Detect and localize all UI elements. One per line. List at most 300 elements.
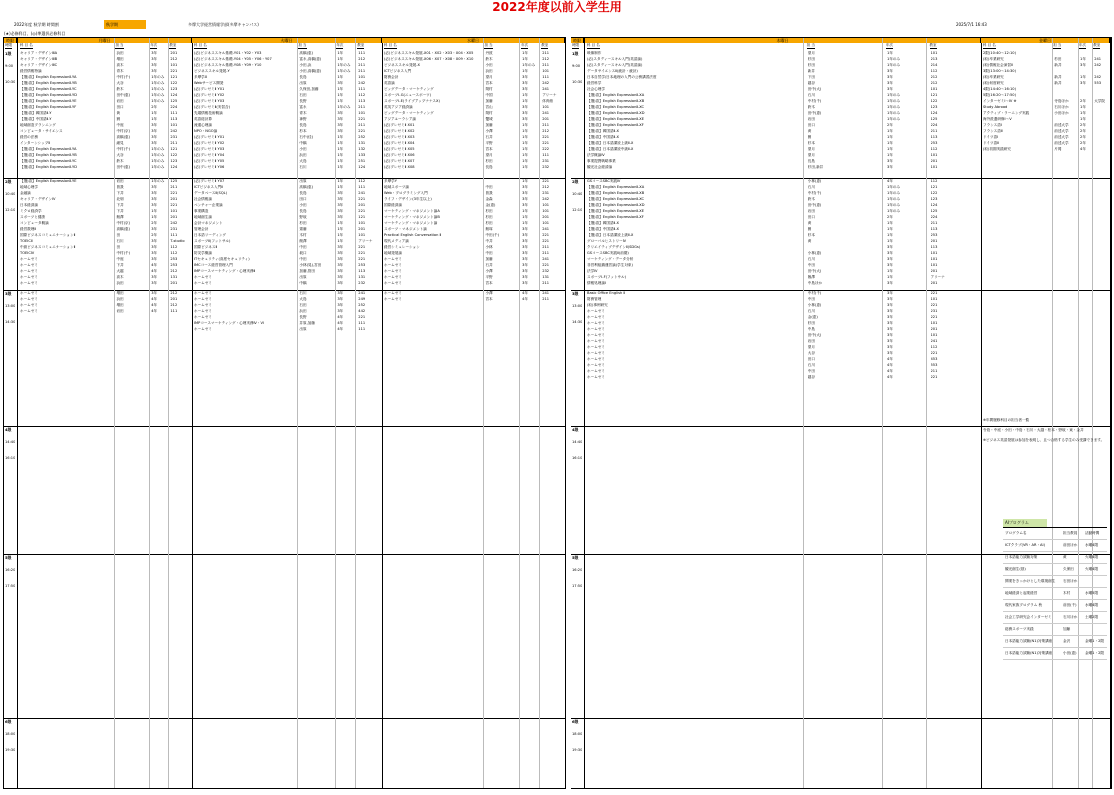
course-year: 3年 [886,159,893,163]
course-room: 121 [358,215,366,219]
course-teacher: 新井 [1054,81,1062,85]
course-teacher: 新井 [1054,75,1062,79]
course-teacher: 小林(恵) [807,303,822,307]
course-year: 1年のみ [886,111,901,115]
course-room: 201 [170,297,178,301]
period-time: 16:20 [5,568,16,572]
period-label: 6限 [572,719,579,724]
course-year: 1年のみ [886,57,901,61]
course-room: 241 [542,87,550,91]
course-room: 211 [358,105,366,109]
course-room: 101 [542,221,550,225]
course-year: 1年のみ [886,63,901,67]
course-room: 112 [930,69,938,73]
course-year: 1年 [522,93,528,97]
course-name: (必)プレゼミⅡ Y06 [194,165,225,169]
course-teacher: 新井 [807,69,815,73]
column-divider [882,38,883,788]
course-room: 体育館 [542,99,553,103]
course-room: 242 [1094,75,1102,79]
course-room: 123 [930,105,938,109]
course-teacher: 田中(大) [807,87,822,91]
column-header: 担 当 [298,43,307,47]
period-col-label: 時限 [5,43,12,47]
course-room [1094,129,1111,134]
course-year: 3年 [337,269,344,273]
course-year: 4年 [522,291,528,295]
course-year: 3年 [522,197,528,201]
page-title: 2022年度以前入学生用 [492,0,622,14]
course-name: 【選)語】English ExpressionⅡ-XE [587,209,645,213]
course-name: 【選)語】English ExpressionⅡ-YD [20,165,78,169]
course-room: 241 [542,291,550,295]
course-name: GSコースSBC実践Ⅱ(前期) [587,251,629,255]
course-room: 242 [170,129,178,133]
course-name: 海外派遣研修Ⅰ〜Ⅴ [983,117,1012,121]
course-room: 201 [930,281,938,285]
course-room: 221 [358,257,366,261]
course-name: 先端情報技術概論 [194,111,223,115]
course-room: 201 [358,227,366,231]
course-year: 1年のみ [337,69,351,73]
course-year: 1年 [886,233,893,237]
course-teacher: 小田 [299,147,307,151]
course-teacher: 下井 [116,203,124,207]
course-name: 地域創造プランニング [20,123,56,127]
course-teacher: 黄 [807,239,812,243]
course-year: 1年 [337,227,344,231]
course-year: 2年 [1080,141,1086,145]
course-name: ビッグデータ・マーケティング [384,87,434,91]
course-name: 会計マネジメント [194,221,223,225]
course-teacher: 劉 [807,227,812,231]
course-room [1094,105,1111,110]
course-year: 1年のみ [151,153,165,157]
course-name: 【選)語】日本語講読上級Ⅱ-X [587,233,634,237]
course-name: ホームゼミ [384,297,402,301]
course-name: (必)プレゼミⅡ Y05 [194,159,225,163]
course-teacher: 越谷 [807,375,815,379]
course-teacher: 小林(恵) [807,251,822,255]
ai-program-header: 担当教員 [1063,531,1078,535]
course-room: 124 [170,165,178,169]
course-teacher: 田口 [807,215,815,219]
course-room: アリーナ [358,239,373,243]
course-year: 3年 [886,345,893,349]
course-year: 1年 [337,57,344,61]
course-name: ホームゼミ [20,281,38,285]
course-teacher: 増田 [116,291,124,295]
course-year: 1年のみ [886,203,901,207]
timetable-mon-wed [3,37,566,789]
course-room: 101 [930,51,938,55]
course-teacher: 小林(恵) [807,179,822,183]
column-header: 科 目 名 [587,43,600,47]
course-name: (必)プレゼミⅡ X07 [384,159,415,163]
course-year: 3年 [1080,63,1086,67]
course-year: 3年 [337,197,344,201]
course-name: ホームゼミ [194,315,212,319]
course-name: (必)ビジネススキル発展-X01・X02・X03・X04・X05 [384,51,474,55]
course-teacher: 石川 [807,363,815,367]
course-room: 112 [930,147,938,151]
course-year: 2年 [886,123,893,127]
period-column-border [584,38,585,788]
ai-program-row [1003,648,1107,660]
course-room: 113 [358,99,366,103]
ai-program-name: 日本語能力試験(N1)対策講座 [1005,639,1053,643]
ai-program-name: 社会工学研究会インターゼミ [1005,615,1052,619]
course-name: (必)プレゼミⅡ Y03 [194,99,225,103]
column-divider [519,38,520,788]
course-teacher: 前述大学 [1054,141,1069,145]
course-year: 4年 [886,363,893,367]
period-time: 18:00 [5,732,16,736]
course-year: 3年 [151,275,158,279]
ai-program-name: 日本語能力試験対策 [1005,555,1038,559]
course-room [1094,69,1111,74]
course-teacher: 岩田 [807,209,815,213]
course-teacher: 出原 [299,275,307,279]
course-year: 3年 [886,315,893,319]
course-name: 社会心理学 [587,87,605,91]
course-year: 3年 [151,245,158,249]
course-name: 経営の法務 [20,135,38,139]
course-name: スポーツⅠ-G(ニュースポーツ) [384,93,432,97]
column-divider [149,38,150,788]
course-teacher: 杉田 [807,63,815,67]
course-year: 1年 [337,185,344,189]
course-name: (必)プレゼミⅡ X08 [384,165,415,169]
period-time: 10:40 [5,192,16,196]
course-name: ホームゼミ [194,303,212,307]
ai-program-teacher: 加藤 [1063,627,1071,631]
course-room: 221 [930,315,938,319]
column-header: 教室 [357,43,365,47]
course-room: 211 [930,369,938,373]
course-name: ホームゼミ [194,281,212,285]
course-room: 111 [358,87,366,91]
period-time: 14:30 [5,320,16,324]
course-room: 212 [930,75,938,79]
course-room: 201 [930,239,938,243]
course-room: 231 [542,159,550,163]
course-name: キャリア・デザインⅣ [20,197,56,201]
period-time: 17:50 [5,584,16,588]
course-room: 212 [170,269,178,273]
course-year: 3年 [337,309,344,313]
course-room: 212 [170,291,178,295]
course-year: 3年 [886,321,893,325]
course-year: 3年 [151,203,158,207]
course-room: 212 [170,57,178,61]
course-room: 201 [930,159,938,163]
ai-program-row [1003,576,1107,588]
course-year: 1年 [337,159,344,163]
course-room: 231 [170,135,178,139]
course-room: 211 [358,123,366,127]
course-name: 経営科学 [587,81,602,85]
course-teacher: 杉本 [299,129,307,133]
course-room: 124 [930,111,938,115]
course-teacher: 中井 [485,239,493,243]
course-name: Study Abroad [983,105,1008,109]
course-name: ホームゼミ [384,269,402,273]
course-name: (必)プレゼミⅡ X01 [384,123,415,127]
course-teacher: 中島 [807,327,815,331]
course-year: 1年 [522,159,528,163]
course-room: 231 [542,191,550,195]
course-name: ホームゼミ [587,327,605,331]
period-label: 5限 [5,555,12,560]
course-name: IMCコース経営管理入門 [194,263,233,267]
course-name: 経営シミュレーション [384,245,420,249]
course-name: Basic Office English Ⅱ [587,291,626,295]
course-year: 1年 [522,179,528,183]
column-divider [335,38,336,788]
course-room: 101 [930,251,938,255]
course-name: ホームゼミ [20,275,38,279]
course-name: 多摩学Y [384,179,397,183]
course-room: 111 [542,153,550,157]
course-year: 1年のみ [151,159,165,163]
course-room: 212 [358,57,366,61]
course-year: 1年 [1080,75,1086,79]
course-name: キャリア・デザインⅢC [20,63,58,67]
course-name: ホームゼミ [587,339,605,343]
course-year: 1年 [522,57,528,61]
course-name: 【選)語】English ExpressionⅡ-XE [587,117,645,121]
ai-program-teacher: 黄 [1063,555,1067,559]
course-name: (必)プレゼミⅡ Y01 [194,87,225,91]
ai-program-row [1003,636,1107,648]
ai-program-row [1003,564,1107,576]
course-name: ドイツ語Ⅱ [983,141,999,145]
course-year: 3年 [337,245,344,249]
ai-program-name: 現代家族プログラム 秋 [1005,603,1043,607]
course-room [1094,141,1111,146]
course-room: 113 [170,117,178,121]
course-room: 224 [170,105,178,109]
course-name: 国際ビジネスⅡ [194,245,218,249]
course-room: 211 [542,281,550,285]
course-room: 101 [930,333,938,337]
course-name: ホームゼミ [587,321,605,325]
course-name: (必)ビジネススキル基礎-Y04・Y05・Y06・Y07 [194,57,272,61]
period-label: 2限 [5,179,12,184]
course-room: 242 [542,81,550,85]
course-teacher: 中橋 [299,281,307,285]
ai-program-teacher: 前田(千) [1063,603,1077,607]
column-header: 担 当 [115,43,124,47]
course-teacher: 平野 [485,141,493,145]
course-teacher: 小林 [485,245,493,249]
course-name: ビジネススキル発展-Y [194,69,230,73]
course-year: 1年のみ [337,105,351,109]
course-room: 124 [170,93,178,97]
course-room: 211 [170,185,178,189]
course-teacher: 石川 [299,165,307,169]
course-name: 地域心理学 [20,185,38,189]
course-teacher: 石田 [299,93,307,97]
course-name: ホームゼミ [20,303,38,307]
course-year: 1年 [337,93,344,97]
course-room: 113 [358,269,366,273]
course-teacher: 小澤 [485,269,493,273]
course-year: 1年のみ [886,209,901,213]
course-year: 3年 [522,105,528,109]
course-room: 221 [542,239,550,243]
course-room: 111 [358,321,366,325]
course-room: 112 [930,179,938,183]
course-room: 221 [358,315,366,319]
course-year: 1年 [522,51,528,55]
course-name: Webサービス開発 [194,81,224,85]
course-name: ホームゼミ [20,269,38,273]
course-teacher: 寺島ほか [1054,99,1069,103]
course-name: マーケティング・データ分析 [587,257,634,261]
course-teacher: 中村(京) [116,129,131,133]
course-year: 3年 [337,215,344,219]
course-teacher: 下井 [116,263,124,267]
course-name: ホームゼミ [384,257,402,261]
course-year: 1年 [886,221,893,225]
course-name: 【選)語】English ExpressionⅡ-YC [20,159,77,163]
course-teacher: 望月 [807,345,815,349]
course-room: 231 [170,227,178,231]
course-teacher: 神野 [299,117,307,121]
course-name: ホームゼミ [194,275,212,279]
ai-program-row [1003,624,1107,636]
course-room: 201 [542,117,550,121]
column-header: 科 目 名 [983,43,996,47]
course-teacher: 杉田 [299,221,307,225]
course-name: マーケティング・マネジメント論B [384,215,440,219]
course-name: ホームゼミ [587,369,605,373]
course-year: 3年 [522,111,528,115]
course-teacher: 大谷 [807,351,815,355]
course-teacher: 出原 [299,179,307,183]
semester-label: 2022年度 秋学期 時間割 [14,22,59,27]
course-teacher: 鈴木 [116,87,124,91]
course-name: (必)プレゼミⅡ(実習含) [194,105,230,109]
course-name: 地域スポーツ論 [384,185,410,189]
course-teacher: 杉田 [1054,57,1062,61]
ai-program-teacher: 石川ほか [1063,615,1078,619]
course-name: (必)プレゼミⅡ Y03 [194,147,225,151]
course-year: 1年のみ [886,117,901,121]
period-column-border [17,38,18,788]
course-teacher: 石川 [299,291,307,295]
course-year: 1年のみ [151,165,165,169]
course-name: 英語論 [384,81,395,85]
course-year: 1年 [1080,57,1086,61]
course-teacher: 高木 [116,275,124,279]
course-year: 3年 [522,239,528,243]
course-room: 212 [930,81,938,85]
course-name: フランス語Ⅱ [983,129,1003,133]
course-room: 242 [1094,63,1102,67]
ai-program-header-row [1003,528,1107,540]
course-year: 3年 [151,227,158,231]
course-name: 【選)語】English ExpressionⅡ-YC [20,87,77,91]
period-time: 14:30 [572,320,583,324]
course-teacher: 岩田 [807,117,815,121]
course-name: (必)ビジネススキル基礎-Y08・Y09・Y10 [194,63,262,67]
course-year: 1年 [1080,117,1086,121]
course-name: 【選)語】English ExpressionⅡ-XF [587,215,644,219]
course-name: 中級ビジネスコミュニケーションⅡ [20,245,76,249]
course-name: 2限(10:40〜12:10) [983,51,1016,55]
course-room: 122 [170,81,178,85]
course-name: 経営数理Ⅱ [20,227,37,231]
course-year: 3年 [337,81,344,85]
course-year: 4年 [886,179,893,183]
column-divider [297,38,298,788]
ai-program-time: 火曜4限 [1085,555,1099,559]
course-teacher: 田中(恵) [807,111,822,115]
course-teacher: 増田 [116,303,124,307]
course-room: 101 [358,75,366,79]
course-room: 253 [358,263,366,267]
course-name: ホームゼミ [587,345,605,349]
course-room: 113 [930,245,938,249]
course-teacher: 石川 [116,239,124,243]
course-teacher: 中田 [485,251,493,255]
course-teacher: 下井 [116,209,124,213]
course-name: コンピュータ・サイエンス [20,129,63,133]
course-year: 1年のみ [151,99,165,103]
course-name: ホームゼミ [587,363,605,367]
course-year: 1年 [337,135,344,139]
day-header: 水曜日 [382,38,565,43]
course-year: 1年のみ [522,63,536,67]
course-year: 3年 [337,303,344,307]
period-label: 2限 [572,179,579,184]
course-room: 101 [930,257,938,261]
course-year: 3年 [886,291,893,295]
course-teacher: 宮本 [485,147,493,151]
course-room: 101 [930,297,938,301]
course-teacher: 鈴木 [807,197,815,201]
column-divider [1078,38,1079,788]
course-year: 3年 [522,81,528,85]
course-teacher [1054,87,1077,92]
course-name: (取)情報社会演習Ⅱ [983,63,1013,67]
schedule-note: ※年間履修科目の担当者一覧 [983,418,1030,422]
course-year: 1年 [886,147,893,151]
course-year: 3年 [151,197,158,201]
course-teacher: 黄 [116,111,121,115]
course-name: Practical English Conversation Ⅱ [384,233,442,237]
course-name: (必)プレゼミⅡ X02 [384,129,415,133]
course-name: ホームゼミ [20,309,38,313]
course-teacher: 前述大学 [1054,129,1069,133]
course-year: 1年 [337,233,344,237]
course-teacher: 出原 [299,81,307,85]
course-name: ICTビジネス入門Ⅱ [194,185,223,189]
course-teacher: 大島 [299,159,307,163]
print-date: 2025/7/1 16:43 [956,22,987,27]
period-time: 16:20 [572,568,583,572]
legend-note: (★)必修科目、(◎)準選択必修科目 [4,31,66,36]
course-teacher: 石田 [299,303,307,307]
course-year: 2年 [1080,99,1086,103]
course-room: 211 [542,245,550,249]
course-teacher: 小澤 [485,129,493,133]
course-teacher: 加藤 [485,123,493,127]
course-teacher: 宮本 [485,297,493,301]
